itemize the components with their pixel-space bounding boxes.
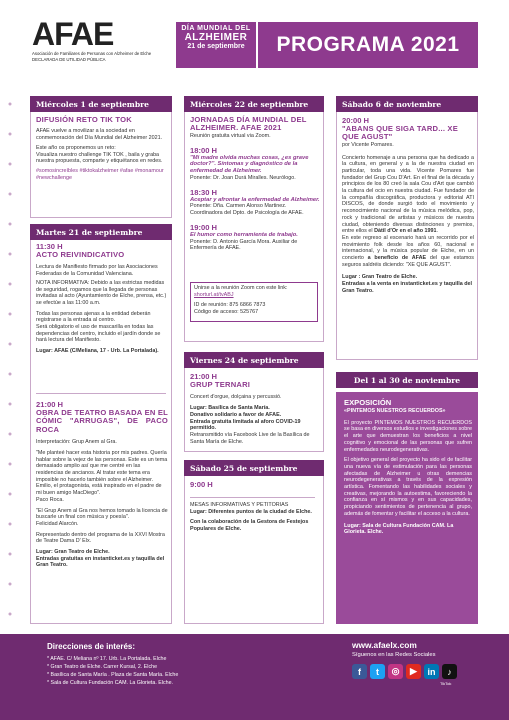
- mesas-time: 9:00 H: [190, 480, 213, 489]
- s3-time: 19:00 H: [190, 222, 218, 232]
- reto-p1: AFAE vuelve a movilizar a la sociedad en conmemoración del Día Mundial del Alzheimer 2021.: [36, 128, 163, 142]
- address-4: * Sala de Cultura Fundación CAM. La Glorieta. Elche.: [47, 680, 174, 686]
- s2-speaker: Ponente: Dña. Carmen Alonso Martinez. Coordinadora del Dpto. de Psicología de AFAE.: [190, 203, 304, 217]
- concierto-by: por Vicente Pomares.: [342, 141, 394, 148]
- teatro-quote1-author: Paco Roca.: [36, 496, 64, 503]
- ternari-b2: Entrada gratuita limitada al aforo COVID-19 permitido.: [190, 418, 301, 432]
- day-header-nov-range: Del 1 al 30 de noviembre: [336, 372, 478, 388]
- logo-sub1: Asociación de Familiares de Personas con Alzheimer de Elche: [32, 51, 152, 56]
- col3-expo: [344, 398, 472, 536]
- address-3: * Basílica de Santa María . Plaza de Santa María. Elche: [47, 672, 179, 678]
- teatro-title: OBRA DE TEATRO BASADA EN EL CÓMIC "ARRUGAS", DE PACO ROCA: [36, 408, 168, 434]
- concierto-p1-text: Concierto homenaje a una persona que ha dedicado a la cultura, en general y a la de nuestra ciudad en particular, toda una vida. Vicente Pomares fue fundador del Grup Cou D'Art. En el final de la década y principios de los 80 creó la sala Cou d'Art que cambió la cultura del ocio en nuestra ciudad. Fue fundador de la compañía discográfica, productora y editorial ATI DISCOS, de donde surgió todo el movimiento y reconocimiento nacional de la música melódica, pop, rock y tradicional de artistas y músicos de nuestra ciudad, obteniendo diversas distinciones y premios, entre ellos el: [342, 154, 474, 235]
- zoom-link[interactable]: shorturl.at/tvABJ: [194, 291, 234, 298]
- s2-title: Aceptar y afrontar la enfermedad de Alzheimer.: [190, 196, 320, 203]
- acto-p2: NOTA INFORMATIVA: Debido a las estrictas medidas de seguridad, rogamos que la llegada de personas invitadas al acto (Ayuntamiento de Elche, prensa, etc.) se efectúe a las 11:00 a.m.: [36, 279, 167, 306]
- zoom-info: [194, 285, 316, 316]
- expo-place: Lugar: Sala de Cultura Fundación CAM. La Glorieta. Elche.: [344, 522, 454, 536]
- concierto-p2-text: En este regreso al escenario hará un recorrido por el movimiento folk desde los años 60, nacional e internacional, y la música popular de Elche, en un concierto: [342, 234, 474, 262]
- ternari-p2: Retransmitido vía Facebook Live de la Basílica de Santa María de Elche.: [190, 431, 310, 445]
- day-header-sep25: Sábado 25 de septiembre: [184, 460, 324, 476]
- teatro-quote1: "Me planteé hacer esta historia por mis padres. Quería hablar sobre la vejez de las personas. Este es un tema demasiado amplio así que me centré en las residencias de ancianos. Al tratar este tema era imposible no hacerlo también sobre el Alzheimer. Emilio, el protagonista, está inspirado en el padre de mi buen amigo MacDiego".: [36, 449, 168, 497]
- expo-p1: El proyecto PINTEMOS NUESTROS RECUERDOS se basa en diversos estudios e investigaciones sobre el arte que demuestran los beneficios a nivel cognitivo y emocional de las personas que sufren enfermedades neurodegenerativas.: [344, 419, 472, 453]
- s3-speaker: Ponente: D. Antonio García Mora. Auxiliar de Enfermería de AFAE.: [190, 238, 298, 252]
- expo-p2: El objetivo general del proyecto ha sido el de facilitar una nueva vía de estimulación para las personas afectadas de Alzheimer u otras demencias neurodegenerativas a través de la expresión artística. Fomentando las habilidades sociales y creativas, mejorando la autoestima, favoreciendo la confianza en sí mismos y en sus capacidades, propiciando sentimientos de pertenencia al grupo, además de fomentar y facilitar el acceso a la cultura.: [344, 457, 472, 517]
- teatro-tickets: Entradas gratuitas en instanticket.es y taquilla del Gran Teatro.: [36, 555, 165, 569]
- reto-title: DIFUSIÓN RETO TIK TOK: [36, 115, 132, 124]
- acto-title: ACTO REIVINDICATIVO: [36, 250, 125, 259]
- teatro-quote2-author: Felicidad Alarcón.: [36, 520, 79, 527]
- concierto-p2: [342, 235, 474, 269]
- concierto-p2-end: del que estamos seguros saldréis diciendo: "XE QUE AGUST".: [342, 255, 475, 268]
- website-link[interactable]: www.afaelx.com: [352, 640, 417, 650]
- mesas-divider: [190, 497, 315, 498]
- afae-logo: [32, 18, 167, 62]
- concierto-tickets: Entradas a la venta en instanticket.es y taquilla del Gran Teatro.: [342, 281, 473, 294]
- mesas-place: Lugar: Diferentes puntos de la ciudad de Elche.: [190, 508, 312, 515]
- footer-title: Direcciones de interés:: [47, 642, 136, 651]
- ternari-place: Lugar: Basílica de Santa María.: [190, 405, 270, 412]
- acto-p4: Será obligatorio el uso de mascarilla en todas las dependencias del centro, incluido el jardín donde se hará lectura del Manifiesto.: [36, 324, 161, 344]
- youtube-icon[interactable]: ▶: [406, 664, 421, 679]
- facebook-icon[interactable]: f: [352, 664, 367, 679]
- day-header-sep22: Miércoles 22 de septiembre: [184, 96, 324, 112]
- ternari-b1: Donativo solidario a favor de AFAE.: [190, 411, 282, 418]
- follow-text: Síguenos en las Redes Sociales: [352, 652, 436, 658]
- col2-ternari: [190, 372, 320, 445]
- acto-p3: Todas las personas ajenas a la entidad deberán registrarse a la entrada al centro.: [36, 310, 151, 324]
- concierto-p2-bold: a beneficio de AFAE: [367, 255, 427, 262]
- acto-p1: Lectura de Manifiesto firmado por las Asociaciones Federadas de la Comunidad Valenciana.: [36, 264, 158, 278]
- banner-line3: 21 de septiembre: [187, 43, 245, 50]
- logo-sub2: DECLARADA DE UTILIDAD PÚBLICA: [32, 57, 106, 62]
- logo-mark: [32, 18, 167, 50]
- teatro-quote2: "El Grup Anem al Gra nos hemos tomado la licencia de buscarle un final con música y poesía".: [36, 507, 168, 521]
- mesas-title: MESAS INFORMATIVAS Y PETITORIAS: [190, 502, 289, 508]
- col1-reto: [36, 116, 168, 181]
- col2-jornadas: [190, 116, 320, 252]
- expo-title: EXPOSICIÓN: [344, 398, 392, 407]
- mesas-collab: Con la colaboración de la Gestora de Festejos Populares de Elche.: [190, 519, 309, 533]
- day-header-nov6: Sábado 6 de noviembre: [336, 96, 478, 112]
- tiktok-icon[interactable]: ♪: [442, 664, 457, 679]
- day-header-sep21: Martes 21 de septiembre: [30, 224, 172, 240]
- decorative-dots: [6, 94, 14, 634]
- instagram-icon[interactable]: ◎: [388, 664, 403, 679]
- acto-time: 11:30 H: [36, 242, 63, 251]
- concierto-p1-bold: Dàtil d'Or en el año 1991: [374, 228, 437, 235]
- s3-title: El humor como herramienta de trabajo.: [190, 231, 298, 238]
- jornadas-sub: Reunión gratuita virtual via Zoom.: [190, 132, 271, 139]
- acto-place: Lugar: AFAE (C/Meliana, 17 - Urb. La Portalada).: [36, 348, 159, 355]
- program-title: PROGRAMA 2021: [258, 22, 478, 68]
- concierto-place: Lugar : Gran Teatro de Elche.: [342, 274, 418, 281]
- day-header-sep24: Viernes 24 de septiembre: [184, 352, 324, 368]
- concierto-time: 20:00 H: [342, 116, 370, 125]
- concierto-title: "ABANS QUE SIGA TARD... XE QUE AGUST": [342, 124, 458, 142]
- day-banner: [176, 22, 256, 68]
- col1-acto: [36, 242, 168, 355]
- zoom-code: Código de acceso: 525767: [194, 309, 259, 316]
- tiktok-label: TikTok: [440, 681, 452, 686]
- zoom-l1: Unirse a la reunión Zoom con este link:: [194, 285, 288, 291]
- teatro-p4: Representado dentro del programa de la XXVI Mostra de Teatre Dama D' Elx.: [36, 531, 165, 545]
- expo-sub: «PINTEMOS NUESTROS RECUERDOS»: [344, 408, 446, 414]
- reto-p3: Visualiza nuestro challenge TIK TOK , baila y graba nuestra propuesta, comparte y etiquétanos en redes.: [36, 151, 163, 165]
- s2-time: 18:30 H: [190, 187, 218, 197]
- teatro-time: 21:00 H: [36, 400, 64, 409]
- page-header: [0, 0, 509, 86]
- ternari-title: GRUP TERNARI: [190, 380, 251, 389]
- address-2: * Gran Teatro de Elche. Carrer Kursal, 2. Elche: [47, 664, 158, 670]
- logo-text: AFAE: [32, 16, 114, 52]
- reto-p2: Este año os proponemos un reto:: [36, 144, 116, 151]
- s1-speaker: Ponente: Dr. Joan Durá Miralles. Neurólogo.: [190, 174, 296, 181]
- s1-time: 18:00 H: [190, 145, 218, 155]
- reto-tags[interactable]: #somosincreíbles #tiktokalzheimer #afae #monamour #newchallenge: [36, 167, 164, 181]
- col2-mesas: [190, 480, 320, 533]
- teatro-place: Lugar: Gran Teatro de Elche.: [36, 549, 110, 556]
- page-footer: [0, 634, 509, 720]
- concierto-p1: Concierto homenaje a una persona que ha dedicado a la cultura, en general y a la de nuestra ciudad en particular, toda una vida. Vicente Pomares fue fundador del Grup Cou D'Art. En el final de la década y principios de los 80 creó la sala Cou d'Art que cambió la cultura del ocio en nuestra ciudad. Fue fundador de la compañía discográfica, productora y editorial ATI DISCOS, de donde surgió todo el movimiento y reconocimiento nacional de la música melódica, pop, rock y tradicional de artistas y músicos de nuestra ciudad, obteniendo diversas distinciones y premios, entre ellos el Dàtil d'Or en el año 1991.: [342, 154, 474, 235]
- jornadas-title: JORNADAS DÍA MUNDIAL DEL ALZHEIMER. AFAE 2021: [190, 115, 307, 133]
- col1-teatro: [36, 400, 168, 569]
- teatro-p1: Interpretación: Grup Anem al Gra.: [36, 439, 117, 446]
- ternari-time: 21:00 H: [190, 372, 218, 381]
- col3-concierto: [342, 116, 474, 295]
- linkedin-icon[interactable]: in: [424, 664, 439, 679]
- day-header-sep1: Miércoles 1 de septiembre: [30, 96, 172, 112]
- address-1: * AFAE. C/ Meliana nº 17. Urb. La Portalada. Elche: [47, 656, 167, 662]
- s1-title: "Mi madre olvida muchas cosas, ¿es grave doctor?". Síntomas y diagnóstico de la enfermedad de Alzheimer.: [190, 154, 309, 175]
- banner-line2: ALZHEIMER: [184, 32, 248, 43]
- twitter-icon[interactable]: t: [370, 664, 385, 679]
- col1-divider: [36, 393, 166, 394]
- ternari-p1: Concert d'orgue, dolçaina y percussió.: [190, 394, 282, 401]
- zoom-id: ID de reunión: 875 6866 7873: [194, 302, 266, 309]
- banner-line1: DÍA MUNDIAL DEL: [181, 25, 251, 32]
